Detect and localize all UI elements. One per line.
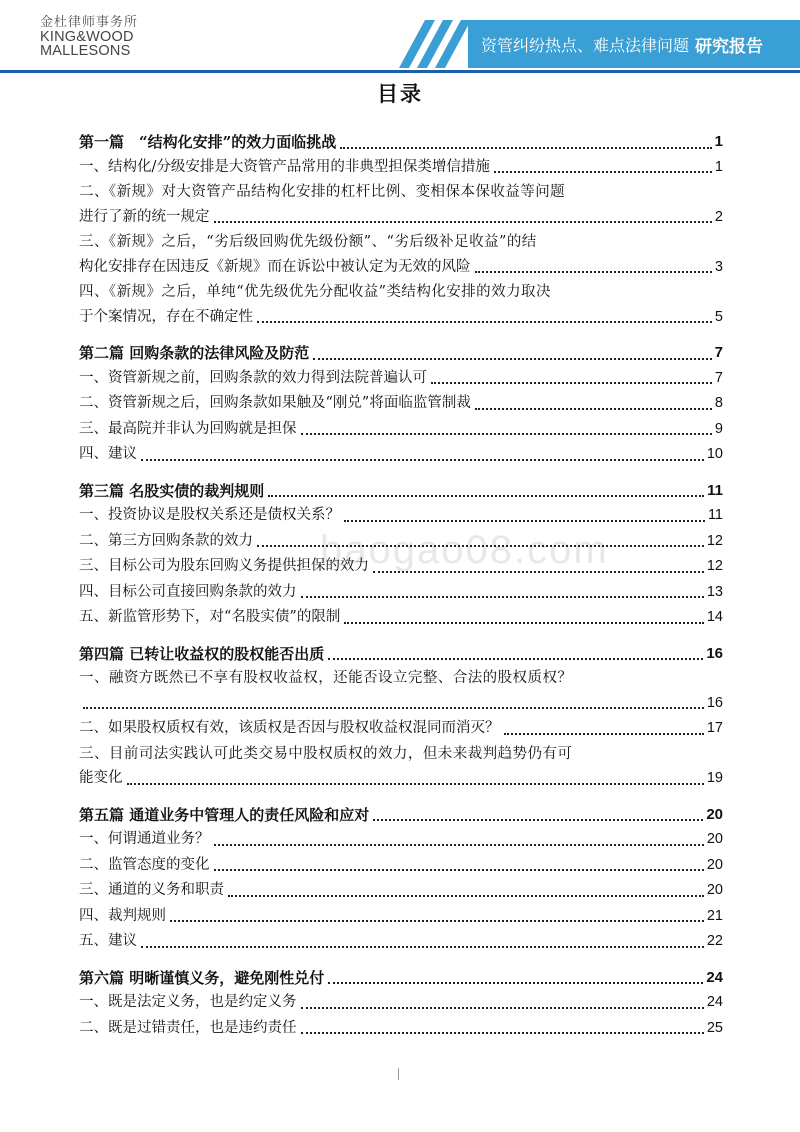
toc-section-text: 一、资管新规之前，回购条款的效力得到法院普遍认可: [79, 369, 427, 386]
toc-section-text-line: 三、《新规》之后，“劣后级回购优先级份额”、“劣后级补足收益”的结: [79, 234, 537, 250]
toc-dot-leader: [301, 596, 704, 598]
toc-dot-leader: [228, 895, 704, 897]
toc-part-row: [79, 642, 723, 667]
toc-part-spacer: [79, 468, 723, 477]
toc-section-row: [79, 391, 723, 416]
toc-section-entry[interactable]: [79, 853, 723, 878]
toc-section-row: [79, 827, 723, 852]
toc-section-entry[interactable]: [79, 180, 723, 229]
toc-part-row: [79, 341, 723, 366]
toc-section-row: [79, 503, 723, 528]
toc-dot-leader: [214, 844, 704, 846]
toc-section-text: 一、既是法定义务，也是约定义务: [79, 994, 297, 1010]
toc-part-row: [79, 130, 723, 155]
toc-page-number: 16: [706, 644, 723, 662]
page-footer-mark: [398, 1068, 399, 1080]
toc-section-row: [79, 605, 723, 630]
toc-section-text: 三、最高院并非认为回购就是担保: [79, 420, 297, 437]
toc-part-entry[interactable]: [79, 803, 723, 828]
toc-section-row: [79, 366, 723, 391]
toc-dot-leader: [214, 221, 712, 223]
toc-dot-leader: [141, 459, 704, 461]
toc-section-entry[interactable]: [79, 554, 723, 579]
toc-section-text: 能变化: [79, 770, 123, 786]
logo-english-line1: KING&WOOD: [40, 29, 134, 45]
toc-section-entry[interactable]: [79, 605, 723, 630]
toc-dot-leader: [373, 571, 704, 573]
toc-section-row: [79, 529, 723, 554]
toc-section-text: 五、建议: [79, 933, 137, 949]
toc-page-number: 1: [714, 158, 723, 175]
toc-dot-leader: [344, 520, 705, 522]
toc-section-entry[interactable]: [79, 1016, 723, 1041]
toc-section-text: 二、资管新规之后，回购条款如果触及“刚兑”将面临监管制裁: [79, 395, 471, 411]
toc-page-number: 17: [706, 720, 723, 736]
toc-dot-leader: [257, 321, 712, 323]
toc-page-number: 13: [706, 583, 723, 600]
toc-page-number: 5: [714, 308, 723, 325]
toc-page-number: 16: [706, 694, 723, 711]
toc-page-number: 12: [706, 532, 723, 549]
toc-part-spacer: [79, 792, 723, 801]
toc-page-number: 20: [706, 805, 723, 823]
toc-section-row: [79, 205, 723, 230]
toc-section-row: [79, 853, 723, 878]
toc-section-entry[interactable]: [79, 503, 723, 528]
toc-section-entry[interactable]: [79, 391, 723, 416]
toc-dot-leader: [301, 1032, 704, 1034]
toc-section-row: [79, 904, 723, 929]
toc-section-text: 四、目标公司直接回购条款的效力: [79, 583, 297, 600]
toc-section-text: 四、裁判规则: [79, 907, 166, 924]
banner-report-label: 研究报告: [695, 36, 764, 57]
toc-dot-leader: [214, 869, 704, 871]
toc-section-row: [79, 417, 723, 442]
toc-section-row: [79, 1016, 723, 1041]
toc-part-spacer: [79, 330, 723, 339]
toc-section-entry[interactable]: [79, 666, 723, 715]
report-banner: [468, 20, 800, 68]
toc-dot-leader: [170, 920, 704, 922]
toc-section-text: 一、投资协议是股权关系还是债权关系？: [79, 507, 340, 523]
toc-section-entry[interactable]: [79, 417, 723, 442]
header-stripes-decoration: [395, 20, 470, 68]
toc-dot-leader: [127, 783, 704, 785]
toc-page-number: 1: [714, 133, 723, 150]
toc-page-number: 20: [706, 856, 723, 873]
toc-section-text: 二、第三方回购条款的效力: [79, 532, 253, 549]
toc-section-entry[interactable]: [79, 904, 723, 929]
toc-section-text: 二、如果股权质权有效，该质权是否因与股权收益权混同而消灭？: [79, 720, 500, 736]
toc-page-number: 11: [707, 481, 723, 499]
toc-page-number: 21: [706, 907, 723, 924]
toc-dot-leader: [313, 358, 711, 360]
toc-part-entry[interactable]: [79, 479, 723, 504]
toc-section-row: [79, 878, 723, 903]
toc-section-text: 三、通道的义务和职责: [79, 882, 224, 898]
toc-page-number: 12: [706, 558, 723, 574]
toc-part-spacer: [79, 631, 723, 640]
toc-page-number: 7: [714, 344, 723, 361]
toc-section-entry[interactable]: [79, 716, 723, 741]
toc-section-entry[interactable]: [79, 827, 723, 852]
toc-section-row: [79, 580, 723, 605]
header-rule: [0, 70, 800, 73]
toc-section-row: [79, 255, 723, 280]
toc-page-number: 2: [714, 208, 723, 225]
toc-part-title: 第二篇 回购条款的法律风险及防范: [79, 344, 310, 362]
toc-page-number: 8: [714, 395, 723, 411]
toc-part-entry[interactable]: [79, 642, 723, 667]
toc-part-title: 第六篇 明晰谨慎义务，避免刚性兑付: [79, 968, 325, 987]
toc-dot-leader: [344, 622, 704, 624]
toc-dot-leader: [475, 408, 712, 410]
toc-section-text: 于个案情况，存在不确定性: [79, 308, 253, 325]
toc-dot-leader: [504, 733, 704, 735]
toc-section-row: [79, 990, 723, 1015]
toc-page-number: 24: [706, 994, 723, 1010]
toc-part-row: [79, 479, 723, 504]
toc-part-spacer: [79, 955, 723, 964]
toc-dot-leader: [373, 819, 703, 821]
toc-section-text: 一、何谓通道业务？: [79, 831, 210, 847]
toc-section-text: 构化安排存在因违反《新规》而在诉讼中被认定为无效的风险: [79, 258, 471, 275]
toc-page-number: 24: [706, 968, 723, 986]
toc-section-text: 五、新监管形势下，对“名股实债”的限制: [79, 609, 341, 625]
toc-dot-leader: [328, 658, 703, 660]
toc-page-number: 10: [706, 446, 723, 462]
toc-section-row: [79, 691, 723, 716]
toc-dot-leader: [494, 171, 712, 173]
toc-section-row: [79, 305, 723, 330]
toc-section-entry[interactable]: [79, 742, 723, 791]
toc-section-text: 二、监管态度的变化: [79, 856, 210, 873]
toc-page-number: 9: [714, 420, 723, 437]
toc-page-number: 7: [714, 369, 723, 386]
toc-section-entry[interactable]: [79, 990, 723, 1015]
toc-page-number: 20: [706, 831, 723, 847]
toc-part-title: 第三篇 名股实债的裁判规则: [79, 481, 265, 500]
toc-dot-leader: [141, 946, 704, 948]
toc-section-entry[interactable]: [79, 155, 723, 180]
toc-section-row: [79, 929, 723, 954]
toc-section-entry[interactable]: [79, 878, 723, 903]
toc-page-number: 19: [706, 770, 723, 786]
table-of-contents: [79, 128, 723, 1041]
toc-page-number: 25: [706, 1019, 723, 1036]
toc-part-row: [79, 803, 723, 828]
toc-section-row: [79, 716, 723, 741]
toc-part-title: 第一篇 “结构化安排”的效力面临挑战: [79, 133, 337, 151]
toc-section-text: 二、既是过错责任，也是违约责任: [79, 1019, 297, 1036]
toc-page-number: 11: [707, 507, 723, 523]
toc-page-number: 20: [706, 882, 723, 898]
toc-dot-leader: [83, 707, 704, 709]
toc-part-entry[interactable]: [79, 130, 723, 155]
toc-section-row: [79, 442, 723, 467]
toc-section-text-line: 一、融资方既然已不享有股权收益权，还能否设立完整、合法的股权质权？: [79, 670, 573, 686]
toc-section-entry[interactable]: [79, 366, 723, 391]
toc-dot-leader: [257, 545, 704, 547]
toc-part-title: 第四篇 已转让收益权的股权能否出质: [79, 644, 325, 663]
toc-section-text: 一、结构化/分级安排是大资管产品常用的非典型担保类增信措施: [79, 158, 490, 175]
toc-section-row: [79, 766, 723, 791]
toc-section-row: [79, 155, 723, 180]
toc-part-row: [79, 966, 723, 991]
toc-page-number: 3: [714, 258, 723, 275]
toc-dot-leader: [301, 1007, 704, 1009]
toc-dot-leader: [431, 382, 712, 384]
toc-section-text: 三、目标公司为股东回购义务提供担保的效力: [79, 558, 369, 574]
firm-logo: [40, 16, 160, 58]
logo-chinese-name: 金杜律师事务所: [40, 15, 139, 30]
toc-page-number: 14: [706, 609, 723, 625]
banner-subtitle: 资管纠纷热点、难点法律问题: [481, 35, 690, 55]
toc-page-number: 22: [706, 933, 723, 949]
toc-dot-leader: [268, 495, 704, 497]
toc-section-text: 进行了新的统一规定: [79, 208, 210, 225]
toc-section-text-line: 四、《新规》之后，单纯“优先级优先分配收益”类结构化安排的效力取决: [79, 284, 551, 300]
toc-section-text-line: 二、《新规》对大资管产品结构化安排的杠杆比例、变相保本保收益等问题: [79, 184, 566, 200]
toc-dot-leader: [340, 147, 711, 149]
toc-section-text: 四、建议: [79, 446, 137, 462]
toc-part-title: 第五篇 通道业务中管理人的责任风险和应对: [79, 805, 370, 824]
logo-english-line2: MALLESONS: [40, 43, 131, 59]
toc-part-entry[interactable]: [79, 341, 723, 366]
toc-section-entry[interactable]: [79, 230, 723, 279]
watermark: baogao08.com: [320, 528, 609, 572]
toc-section-entry[interactable]: [79, 280, 723, 329]
toc-section-entry[interactable]: [79, 529, 723, 554]
toc-dot-leader: [475, 271, 712, 273]
toc-section-entry[interactable]: [79, 580, 723, 605]
toc-section-text-line: 三、目前司法实践认可此类交易中股权质权的效力，但未来裁判趋势仍有可: [79, 745, 573, 762]
toc-dot-leader: [328, 982, 703, 984]
toc-section-entry[interactable]: [79, 929, 723, 954]
page-title: 目录: [377, 82, 423, 106]
toc-section-entry[interactable]: [79, 442, 723, 467]
toc-part-entry[interactable]: [79, 966, 723, 991]
toc-dot-leader: [301, 433, 712, 435]
toc-section-row: [79, 554, 723, 579]
